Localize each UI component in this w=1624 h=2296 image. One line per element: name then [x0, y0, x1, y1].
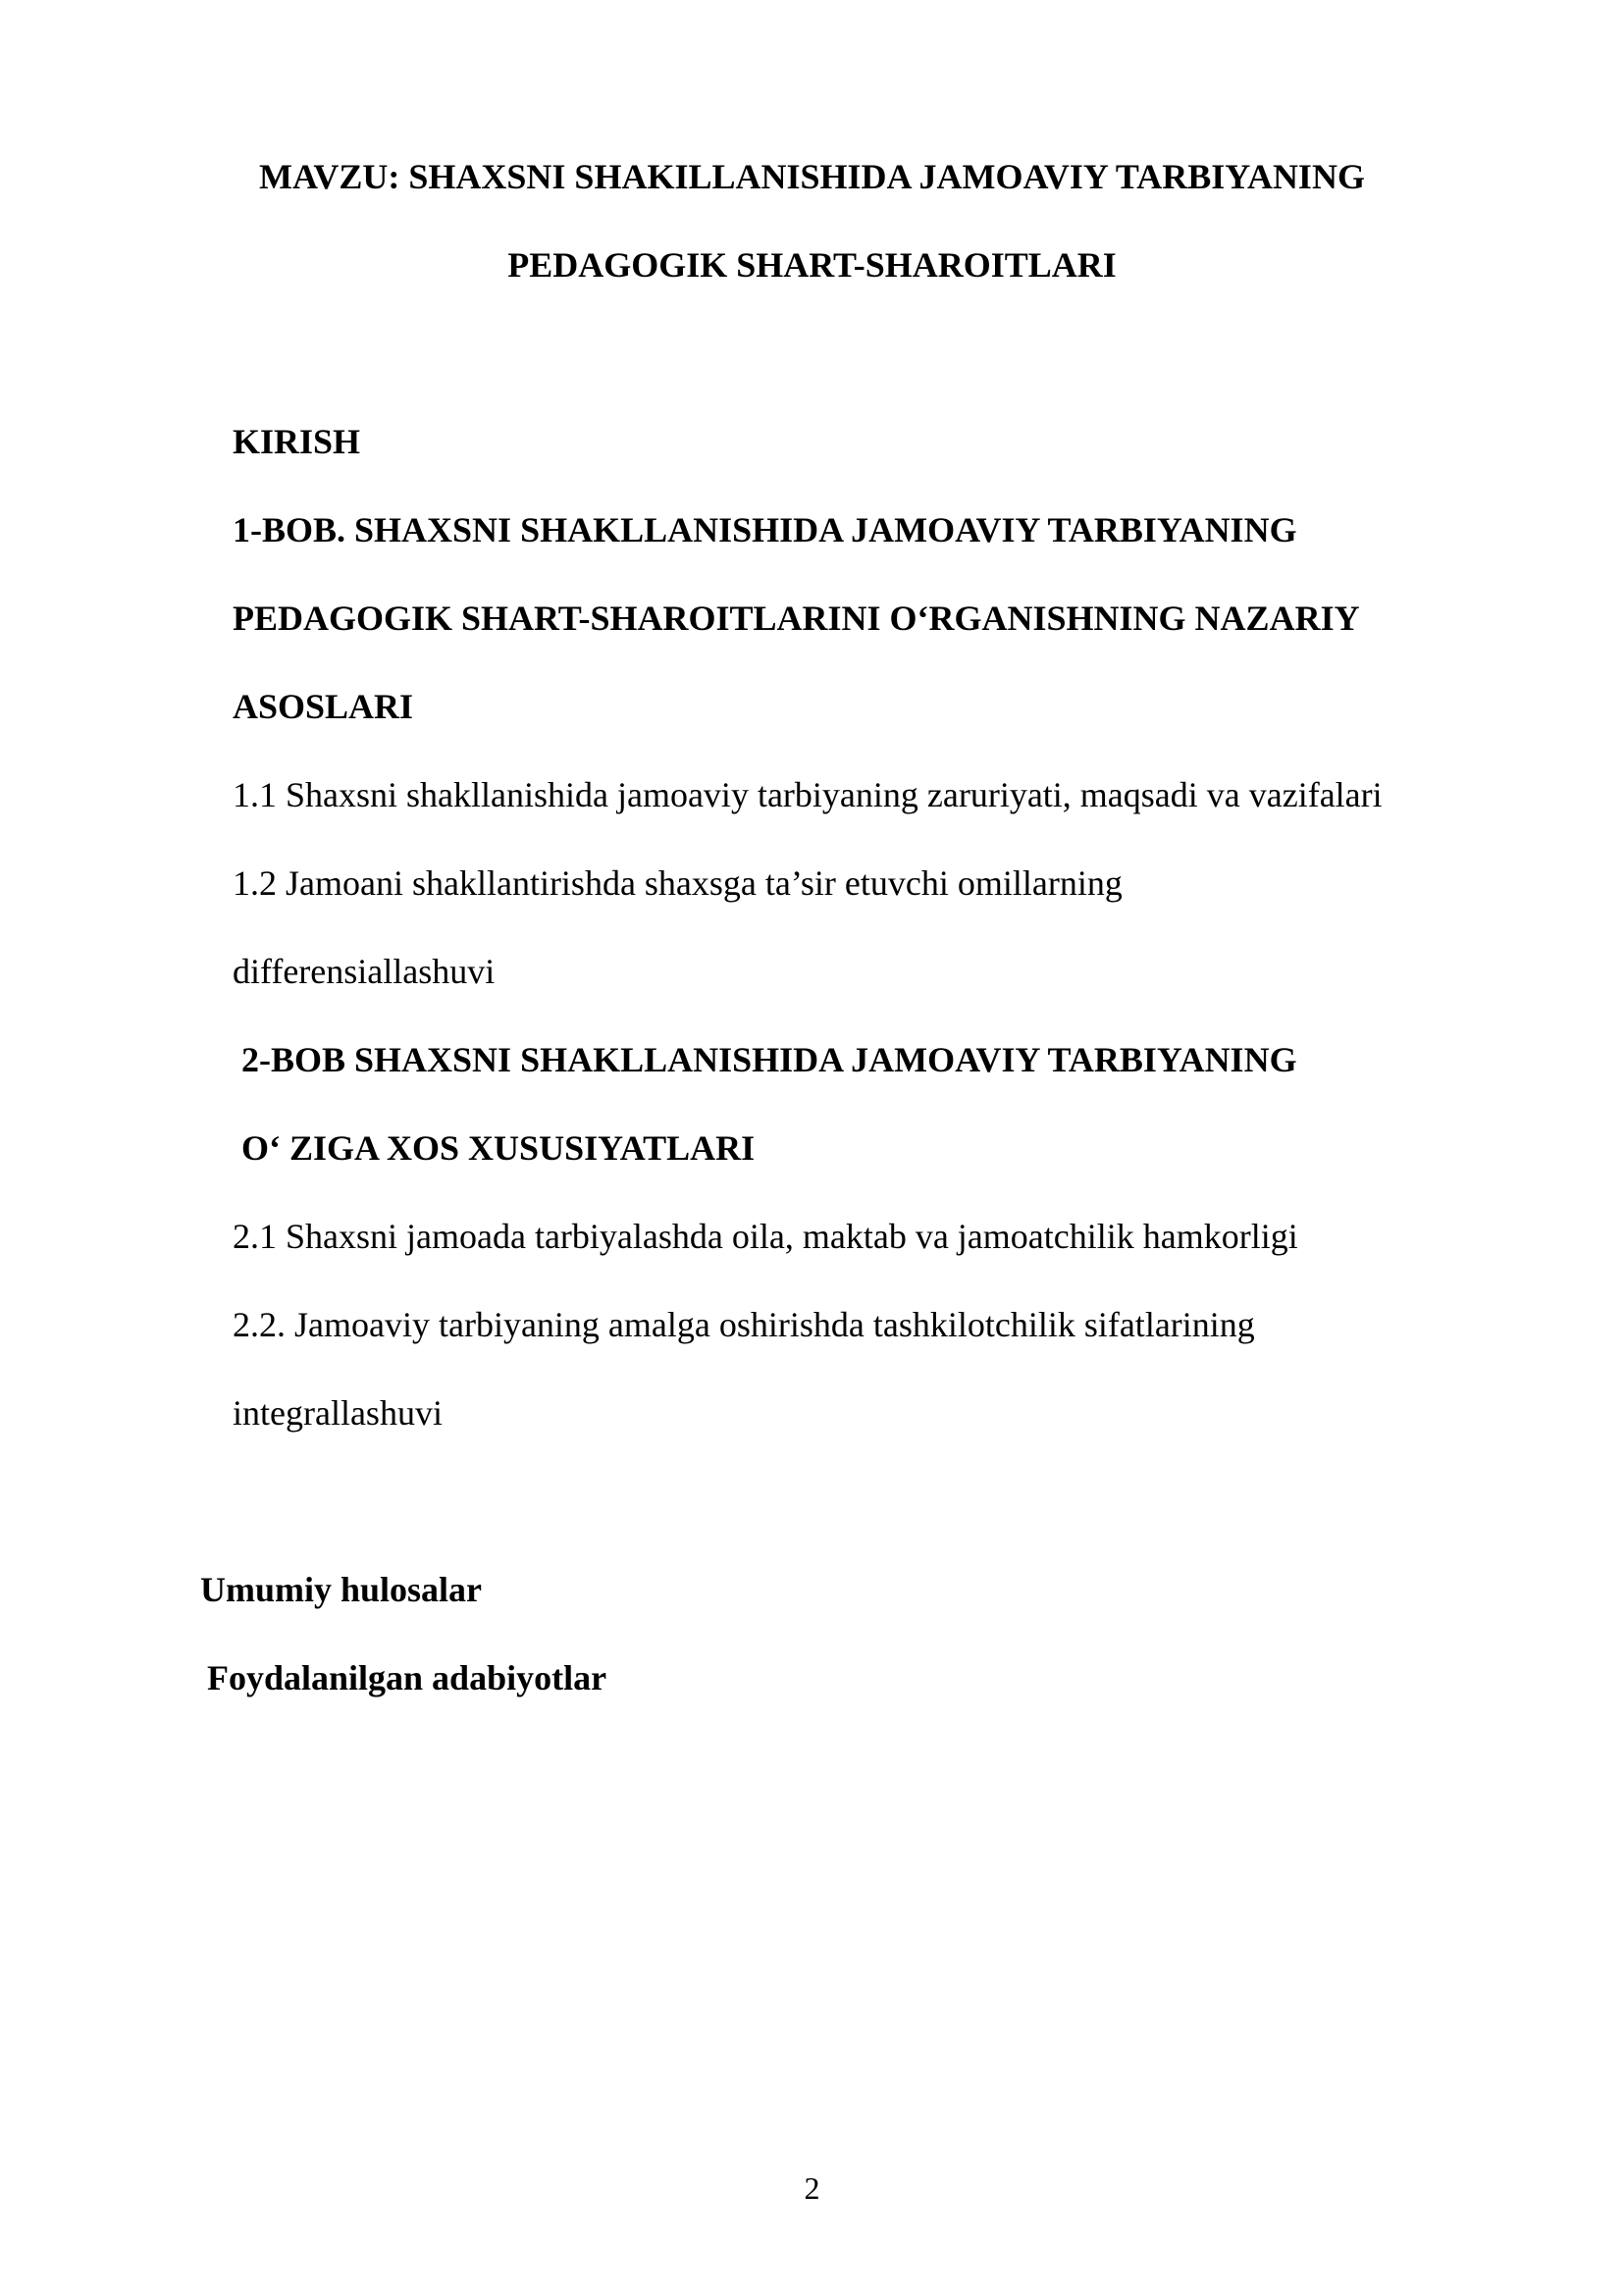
title-line-2: PEDAGOGIK SHART-SHAROITLARI: [507, 245, 1117, 285]
toc-chapter-2-line-2: O‘ ZIGA XOS XUSUSIYATLARI: [241, 1128, 756, 1168]
toc-section-2-2-line-1: 2.2. Jamoaviy tarbiyaning amalga oshirishda tashkilotchilik sifatlarining: [233, 1305, 1255, 1344]
title-line-1: MAVZU: SHAXSNI SHAKILLANISHIDA JAMOAVIY TARBIYANING: [259, 157, 1365, 196]
toc-section-1-2-line-1: 1.2 Jamoani shakllantirishda shaxsga ta’sir etuvchi omillarning: [233, 863, 1123, 903]
toc-section-1-1: 1.1 Shaxsni shakllanishida jamoaviy tarbiyaning zaruriyati, maqsadi va vazifalari: [233, 775, 1383, 814]
toc-chapter-1-line-1: 1-BOB. SHAXSNI SHAKLLANISHIDA JAMOAVIY TARBIYANING: [233, 510, 1297, 549]
toc-chapter-1-line-2: PEDAGOGIK SHART-SHAROITLARINI O‘RGANISHNING NAZARIY: [233, 599, 1360, 638]
toc-references: Foydalanilgan adabiyotlar: [207, 1658, 607, 1697]
toc-chapter-1-line-3: ASOSLARI: [233, 687, 414, 726]
toc-conclusions: Umumiy hulosalar: [200, 1570, 483, 1609]
toc-section-2-2-line-2: integrallashuvi: [233, 1393, 443, 1433]
toc-section-1-2-line-2: differensiallashuvi: [233, 952, 496, 991]
toc-intro: KIRISH: [233, 422, 361, 461]
page-number: 2: [804, 2170, 820, 2206]
toc-section-2-1: 2.1 Shaxsni jamoada tarbiyalashda oila, maktab va jamoatchilik hamkorligi: [233, 1217, 1298, 1256]
toc-chapter-2-line-1: 2-BOB SHAXSNI SHAKLLANISHIDA JAMOAVIY TARBIYANING: [241, 1040, 1297, 1079]
